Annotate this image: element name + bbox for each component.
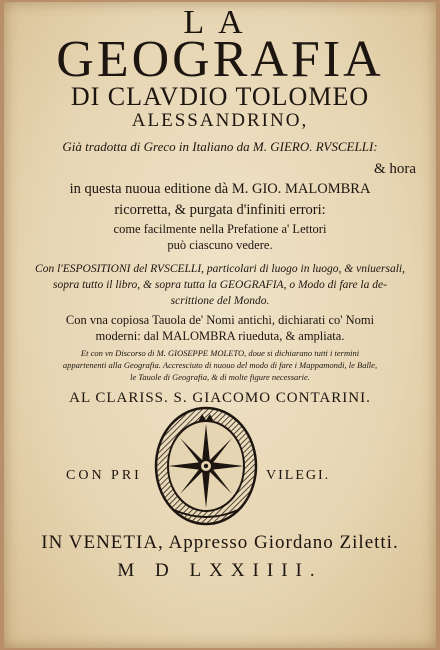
compass-rose-icon — [154, 406, 258, 526]
espositioni-line-2: sopra tutto il libro, & sopra tutta la GEOGRAFIA, o Modo di fare la de- — [53, 279, 387, 291]
dedication: AL CLARISS. S. GIACOMO CONTARINI. — [69, 390, 371, 406]
tauola-line-2: moderni: dal MALOMBRA riueduta, & ampliata. — [95, 329, 345, 343]
translation-line: Già tradotta di Greco in Italiano da M. GIERO. RVSCELLI: — [62, 139, 378, 154]
espositioni-line-3: scrittione del Mondo. — [170, 295, 270, 307]
tauola-line-1: Con vna copiosa Tauola de' Nomi antichi, dichiarati co' Nomi — [65, 313, 375, 327]
title-author-origin: ALESSANDRINO, — [131, 110, 309, 131]
espositioni-line-1: Con l'ESPOSITIONI del RVSCELLI, particolari di luogo in luogo, & vniuersali, — [35, 263, 405, 275]
edition-line-1: in questa nuoua editione dà M. GIO. MALOMBRA — [69, 181, 371, 197]
title-page — [4, 2, 436, 648]
discorso-line-3: le Tauole di Geografia, & di molte figure necessarie. — [130, 372, 310, 382]
edition-line-3: come facilmente nella Prefatione a' Lettori — [113, 222, 327, 236]
privilegi-left: CON PRI — [66, 468, 142, 483]
printer-device-emblem — [154, 406, 258, 526]
discorso-line-2: appartenenti alla Geografia. Accresciuto di nuouo del modo di fare i Mappamondi, le Balle, — [62, 360, 378, 370]
edition-hora: & hora — [374, 161, 417, 177]
title-main: GEOGRAFIA — [56, 31, 384, 88]
discorso-line-1: Et con vn Discorso di M. GIOSEPPE MOLETO, doue si dichiarano tutti i termini — [80, 348, 360, 358]
publication-date: M D LXXIIII. — [117, 560, 323, 581]
edition-line-4: può ciascuno vedere. — [167, 238, 273, 252]
title-article: LA — [183, 4, 257, 41]
title-author: DI CLAVDIO TOLOMEO — [70, 82, 370, 111]
imprint-line: IN VENETIA, Appresso Giordano Ziletti. — [41, 532, 399, 553]
edition-line-2: ricorretta, & purgata d'infiniti errori: — [114, 202, 326, 218]
privilegi-right: VILEGI. — [266, 468, 331, 483]
